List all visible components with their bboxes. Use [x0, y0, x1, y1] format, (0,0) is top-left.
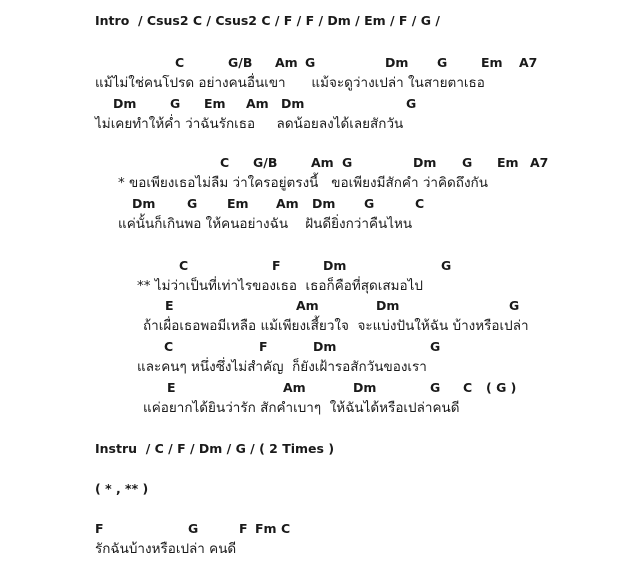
- chord: C: [415, 196, 425, 211]
- chord: Dm: [323, 258, 347, 273]
- chord: G: [462, 155, 473, 170]
- outro-lyric: รักฉันบ้างหรือเปล่า คนดี: [95, 541, 237, 557]
- chord: ( G ): [486, 380, 517, 395]
- chord: F: [95, 521, 104, 536]
- chord: C: [281, 521, 291, 536]
- repeat-marker: ( * , ** ): [95, 481, 149, 496]
- chorus2-chords-2: [0, 298, 620, 314]
- instru-line: Instru / C / F / Dm / G / ( 2 Times ): [95, 441, 335, 456]
- chord: G: [188, 521, 199, 536]
- chord: A7: [519, 55, 538, 70]
- chorus1-lyric-2: แค่นั้นก็เกินพอ ให้คนอย่างฉัน ฝันดียิ่งกว่าคืนไหน: [118, 216, 413, 232]
- chord: Dm: [132, 196, 156, 211]
- chord: Dm: [281, 96, 305, 111]
- verse-lyric-1: แม้ไม่ใช่คนโปรด อย่างคนอื่นเขา แม้จะดูว่างเปล่า ในสายตาเธอ: [95, 75, 485, 91]
- chord: Am: [246, 96, 269, 111]
- chord: F: [239, 521, 248, 536]
- chord: Em: [497, 155, 519, 170]
- chord: F: [259, 339, 268, 354]
- chord: G/B: [228, 55, 253, 70]
- verse-chords-2: [0, 96, 620, 112]
- chord: Em: [204, 96, 226, 111]
- chord: C: [463, 380, 473, 395]
- chord: G: [170, 96, 181, 111]
- chord: C: [179, 258, 189, 273]
- chord: C: [175, 55, 185, 70]
- chord: Am: [276, 196, 299, 211]
- chord: C: [220, 155, 230, 170]
- chord: G: [441, 258, 452, 273]
- chorus1-lyric-1: * ขอเพียงเธอไม่ลืม ว่าใครอยู่ตรงนี้ ขอเพียงมีสักคำ ว่าคิดถึงกัน: [118, 175, 488, 191]
- chorus2-chords-1: [0, 258, 620, 274]
- chorus1-chords-1: [0, 155, 620, 171]
- verse-chords-1: [0, 55, 620, 71]
- chord: Am: [311, 155, 334, 170]
- chord: G: [437, 55, 448, 70]
- chord: F: [272, 258, 281, 273]
- chord: Dm: [376, 298, 400, 313]
- chord: Dm: [312, 196, 336, 211]
- chord: E: [165, 298, 174, 313]
- chord: Am: [283, 380, 306, 395]
- intro-line: Intro / Csus2 C / Csus2 C / F / F / Dm / Em / F / G /: [95, 13, 440, 28]
- chord: Am: [296, 298, 319, 313]
- chord: E: [167, 380, 176, 395]
- chord: Em: [227, 196, 249, 211]
- chorus2-lyric-2: ถ้าเผื่อเธอพอมีเหลือ แม้เพียงเสี้ยวใจ จะแบ่งปันให้ฉัน บ้างหรือเปล่า: [143, 318, 529, 334]
- chord: G: [305, 55, 316, 70]
- chord: C: [164, 339, 174, 354]
- chord: Em: [481, 55, 503, 70]
- chorus2-chords-3: [0, 339, 620, 355]
- chorus2-chords-4: [0, 380, 620, 396]
- chord: Dm: [113, 96, 137, 111]
- verse-lyric-2: ไม่เคยทำให้ค่ำ ว่าฉันรักเธอ ลดน้อยลงได้เลยสักวัน: [95, 116, 404, 132]
- chord: Am: [275, 55, 298, 70]
- chord: G: [430, 339, 441, 354]
- chord: Fm: [255, 521, 277, 536]
- chord: G: [406, 96, 417, 111]
- chorus2-lyric-4: แค่อยากได้ยินว่ารัก สักคำเบาๆ ให้ฉันได้หรือเปล่าคนดี: [143, 400, 460, 416]
- chord: G: [187, 196, 198, 211]
- chord: G: [430, 380, 441, 395]
- chord: G/B: [253, 155, 278, 170]
- outro-chords: [0, 521, 620, 537]
- chord: A7: [530, 155, 549, 170]
- chord: G: [364, 196, 375, 211]
- chord: G: [509, 298, 520, 313]
- chorus2-lyric-3: และคนๆ หนึ่งซึ่งไม่สำคัญ ก็ยังเฝ้ารอสักวันของเรา: [137, 359, 427, 375]
- chord: Dm: [413, 155, 437, 170]
- chord: Dm: [313, 339, 337, 354]
- chorus2-lyric-1: ** ไม่ว่าเป็นที่เท่าไรของเธอ เธอก็คือที่สุดเสมอไป: [137, 278, 423, 294]
- chord: Dm: [385, 55, 409, 70]
- chorus1-chords-2: [0, 196, 620, 212]
- chord: Dm: [353, 380, 377, 395]
- chord: G: [342, 155, 353, 170]
